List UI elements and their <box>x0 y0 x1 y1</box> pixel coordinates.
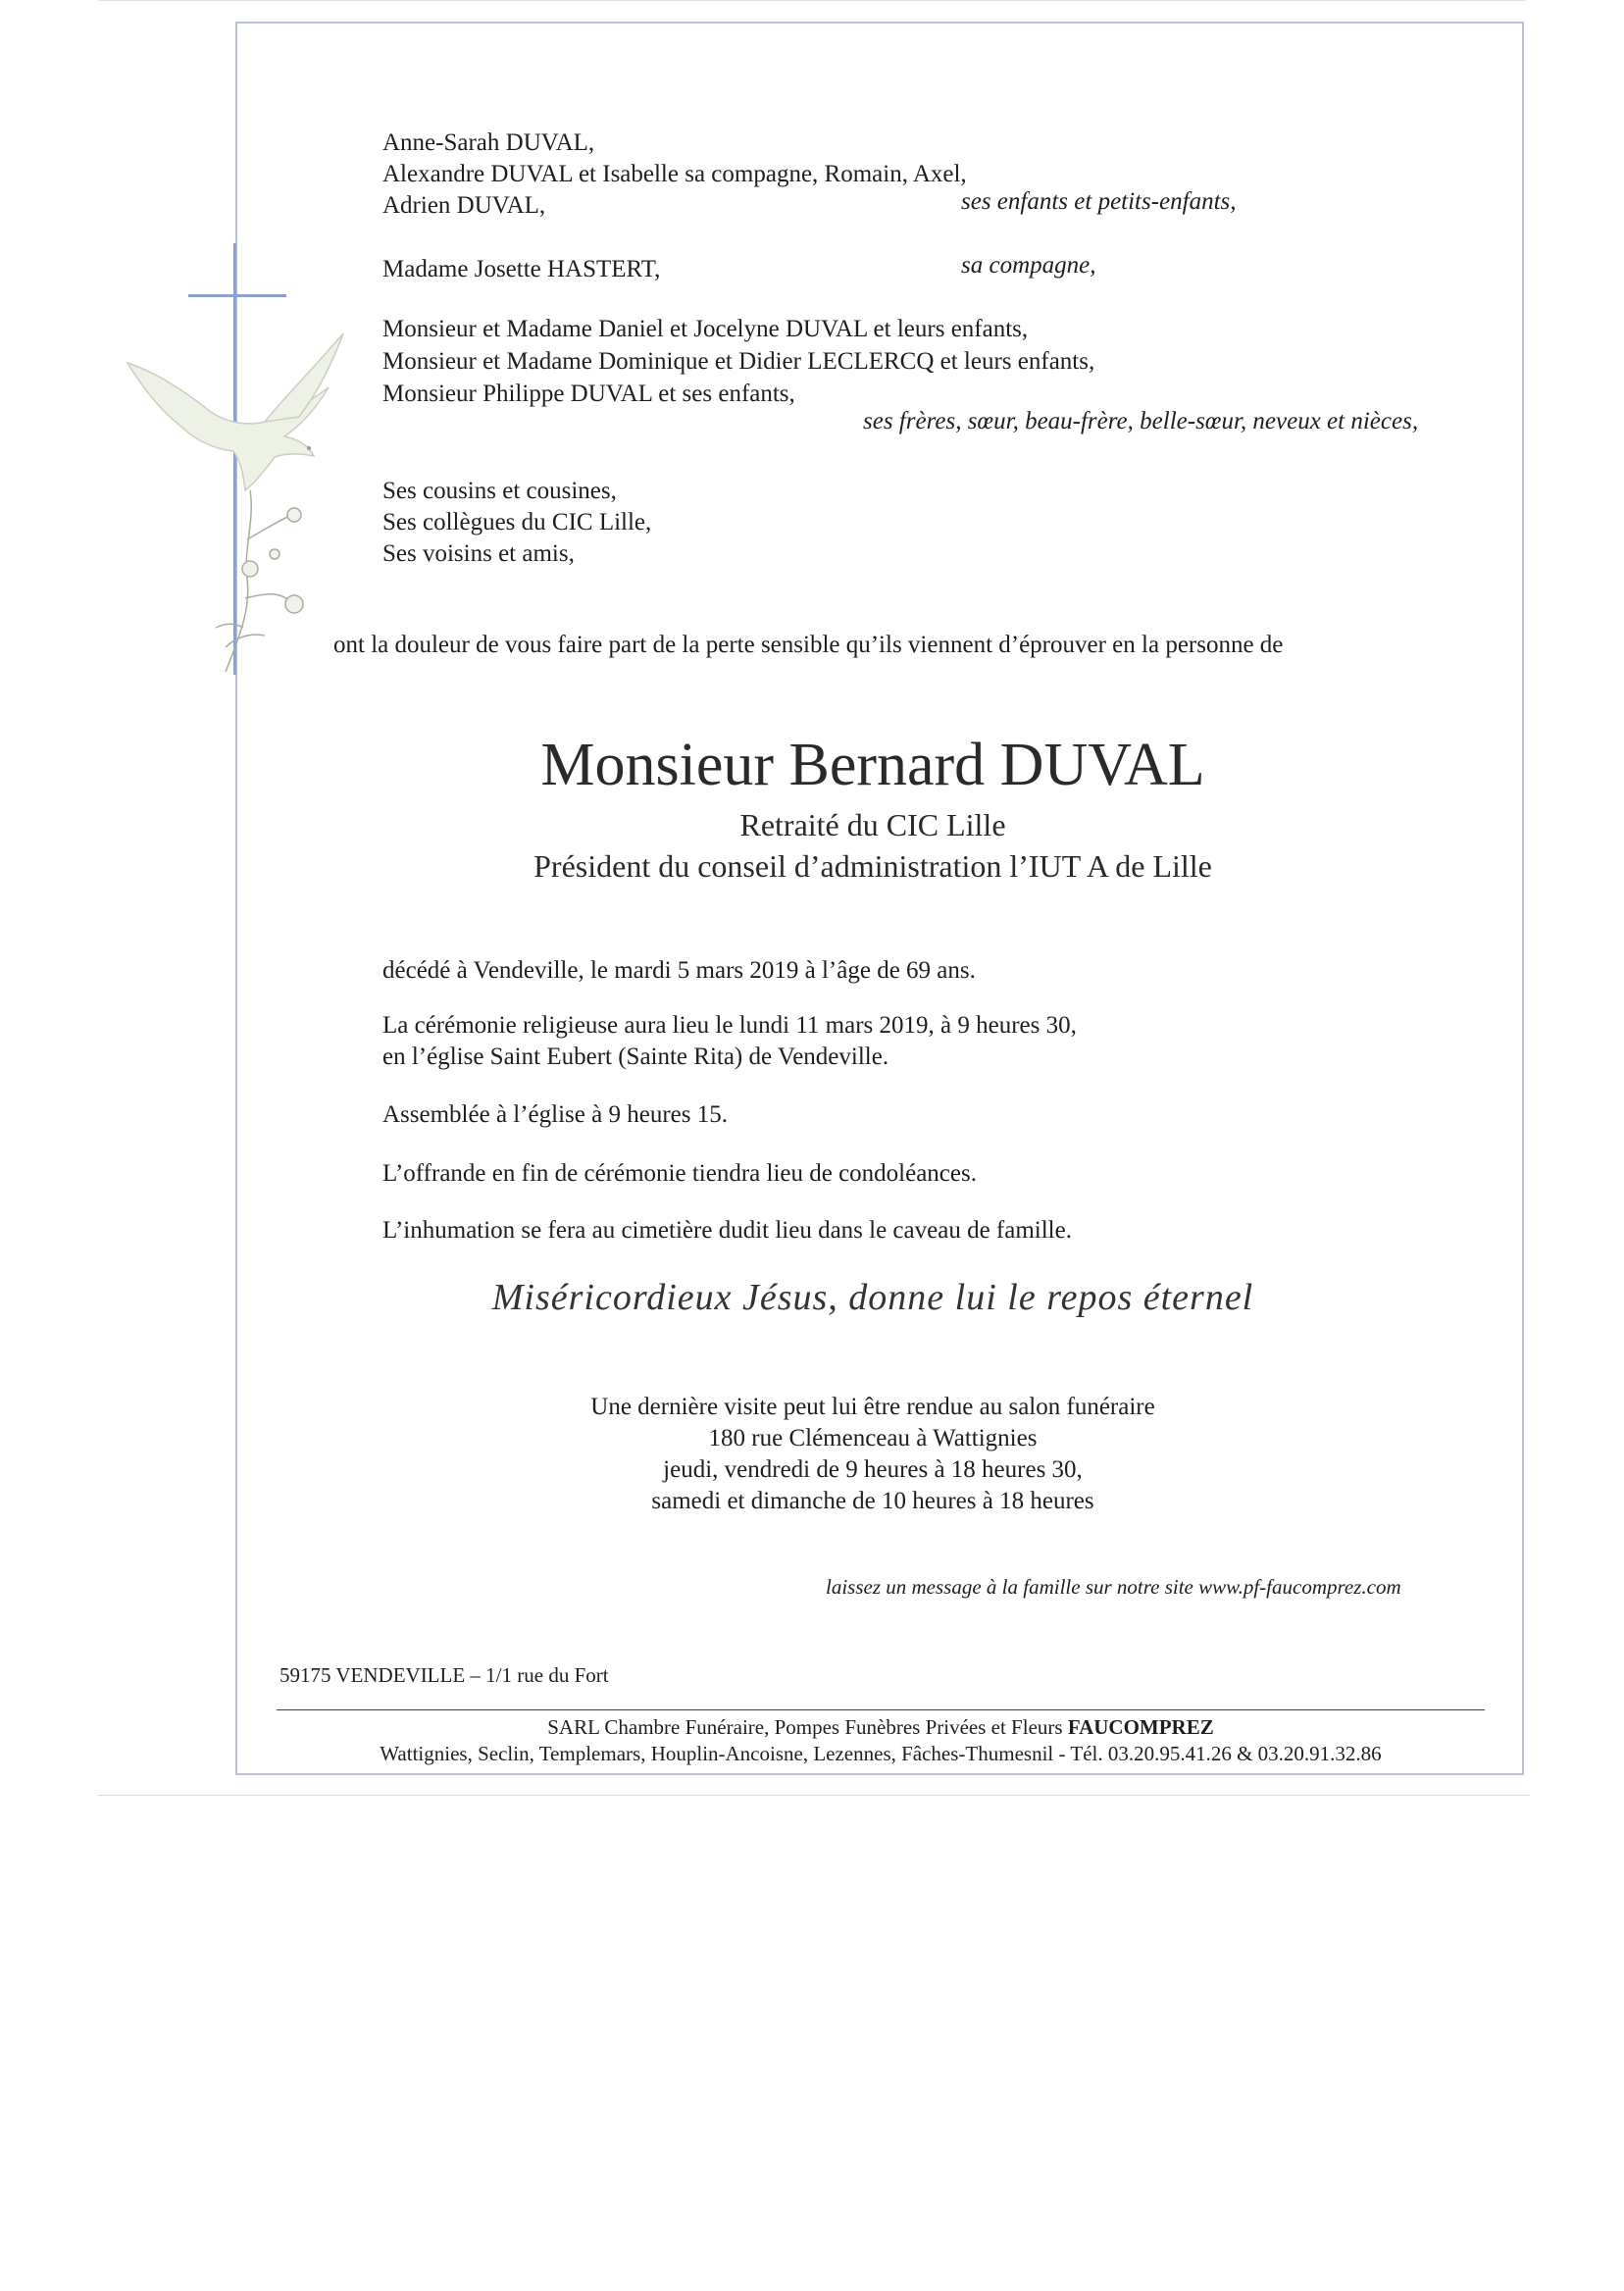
offering-details: L’offrande en fin de cérémonie tiendra lieu de condoléances. <box>382 1160 977 1187</box>
siblings-line-1: Monsieur et Madame Daniel et Jocelyne DUVAL et leurs enfants, <box>382 316 1029 342</box>
visit-line-3: jeudi, vendredi de 9 heures à 18 heures 30, <box>663 1456 1083 1483</box>
others-line-2: Ses collègues du CIC Lille, <box>382 509 652 535</box>
footer-locations-phone: Wattignies, Seclin, Templemars, Houplin-Ancoisne, Lezennes, Fâches-Thumesnil - Tél. 03.20.95.41.26 & 03.20.91.32.86 <box>380 1742 1382 1765</box>
siblings-line-3: Monsieur Philippe DUVAL et ses enfants, <box>382 381 795 407</box>
others-line-1: Ses cousins et cousines, <box>382 478 617 504</box>
children-line-2: Alexandre DUVAL et Isabelle sa compagne, Romain, Axel, <box>382 161 967 187</box>
death-details: décédé à Vendeville, le mardi 5 mars 2019 à l’âge de 69 ans. <box>382 957 976 984</box>
children-role: ses enfants et petits-enfants, <box>961 188 1237 215</box>
scan-edge-bottom <box>98 1795 1530 1796</box>
siblings-line-2: Monsieur et Madame Dominique et Didier LECLERCQ et leurs enfants, <box>382 348 1095 375</box>
footer-divider <box>277 1709 1485 1710</box>
visit-line-2: 180 rue Clémenceau à Wattignies <box>708 1425 1038 1451</box>
ceremony-line-1: La cérémonie religieuse aura lieu le lundi 11 mars 2019, à 9 heures 30, <box>382 1012 1077 1039</box>
ceremony-line-2: en l’église Saint Eubert (Sainte Rita) de Vendeville. <box>382 1044 889 1070</box>
decoration-cross-dove <box>118 226 353 687</box>
deceased-name: Monsieur Bernard DUVAL <box>540 732 1205 798</box>
prayer-text: Miséricordieux Jésus, donne lui le repos éternel <box>491 1277 1254 1318</box>
website-note: laissez un message à la famille sur notre site www.pf-faucomprez.com <box>826 1575 1401 1599</box>
siblings-role: ses frères, sœur, beau-frère, belle-sœur, neveux et nièces, <box>863 408 1419 434</box>
flower-sprig-icon <box>216 490 303 672</box>
deceased-title-2: Président du conseil d’administration l’IUT A de Lille <box>533 848 1212 884</box>
visit-line-1: Une dernière visite peut lui être rendue au salon funéraire <box>590 1394 1155 1420</box>
partner-role: sa compagne, <box>961 252 1096 279</box>
others-line-3: Ses voisins et amis, <box>382 540 575 567</box>
announcement-text: ont la douleur de vous faire part de la perte sensible qu’ils viennent d’éprouver en la personne de <box>333 632 1284 658</box>
address: 59175 VENDEVILLE – 1/1 rue du Fort <box>279 1663 609 1687</box>
footer-company-name: FAUCOMPREZ <box>1067 1715 1214 1739</box>
burial-details: L’inhumation se fera au cimetière dudit lieu dans le caveau de famille. <box>382 1217 1072 1244</box>
footer-company-prefix: SARL Chambre Funéraire, Pompes Funèbres Privées et Fleurs <box>547 1715 1063 1739</box>
deceased-title-1: Retraité du CIC Lille <box>739 807 1006 842</box>
scan-edge-top <box>98 0 1526 1</box>
children-line-1: Anne-Sarah DUVAL, <box>382 129 595 156</box>
children-line-3: Adrien DUVAL, <box>382 192 546 219</box>
visit-line-4: samedi et dimanche de 10 heures à 18 heures <box>651 1488 1094 1514</box>
partner-name: Madame Josette HASTERT, <box>382 256 661 282</box>
assembly-details: Assemblée à l’église à 9 heures 15. <box>382 1101 728 1128</box>
footer-company <box>277 1714 1485 1740</box>
